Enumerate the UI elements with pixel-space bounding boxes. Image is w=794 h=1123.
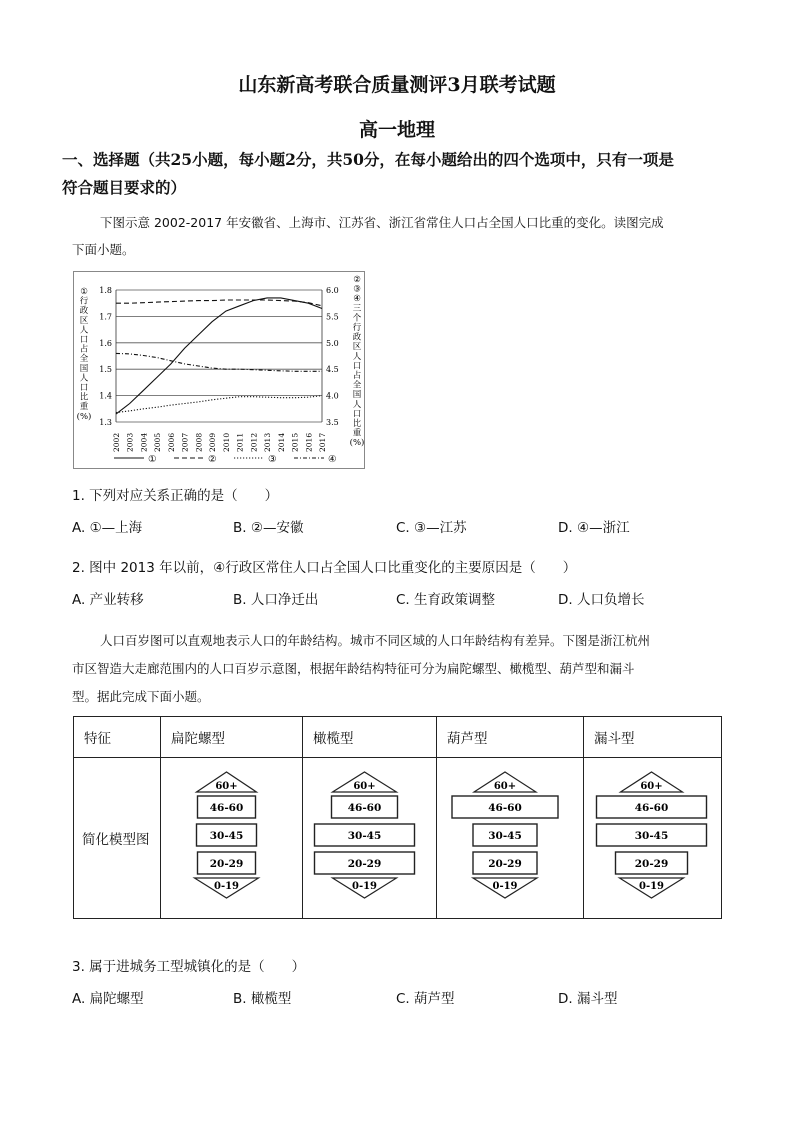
legend-label: ① bbox=[148, 454, 157, 465]
legend-label: ② bbox=[208, 454, 217, 465]
right-axis-label-char: 口 bbox=[352, 409, 362, 420]
age-label: 30-45 bbox=[347, 830, 382, 842]
q2-option-b[interactable]: B. 人口净迁出 bbox=[233, 592, 319, 608]
table-header-cell: 葫芦型 bbox=[437, 717, 584, 758]
x-tick-label: 2011 bbox=[235, 432, 245, 452]
age-label: 0-19 bbox=[351, 881, 378, 892]
series-line-2 bbox=[116, 300, 322, 306]
table-header-cell: 特征 bbox=[74, 717, 161, 758]
age-label: 30-45 bbox=[634, 830, 669, 842]
right-axis-label-char: 全 bbox=[352, 380, 362, 391]
left-tick-label: 1.3 bbox=[99, 418, 112, 427]
right-axis-label-char: 国 bbox=[352, 390, 362, 401]
model-cell-funnel bbox=[584, 758, 722, 919]
age-label: 0-19 bbox=[213, 881, 240, 892]
q2-stem: 2. 图中 2013 年以前，④行政区常住人口占全国人口比重变化的主要原因是（ ） bbox=[72, 560, 577, 576]
x-tick-label: 2009 bbox=[208, 432, 218, 452]
q1-option-d[interactable]: D. ④—浙江 bbox=[558, 520, 630, 536]
series-line-4 bbox=[116, 353, 322, 371]
right-tick-label: 3.5 bbox=[326, 418, 339, 427]
right-tick-label: 5.5 bbox=[326, 312, 339, 322]
left-axis-label-char: ① bbox=[80, 287, 88, 297]
row-label: 简化模型图 bbox=[74, 758, 161, 919]
q3-stem: 3. 属于进城务工型城镇化的是（ ） bbox=[72, 959, 306, 975]
x-tick-label: 2014 bbox=[276, 432, 286, 452]
x-tick-label: 2016 bbox=[304, 432, 314, 452]
right-axis-label-char: ② bbox=[353, 275, 361, 285]
population-share-chart bbox=[73, 271, 365, 469]
funnel-model-diagram bbox=[584, 758, 719, 914]
left-axis-label-char: 人 bbox=[79, 373, 89, 384]
right-axis-label-char: 人 bbox=[352, 351, 362, 362]
left-axis-label-char: 行 bbox=[79, 296, 89, 307]
intro2-line3: 型。据此完成下面小题。 bbox=[72, 689, 210, 704]
left-axis-label-char: 政 bbox=[79, 306, 89, 317]
age-label: 0-19 bbox=[492, 881, 518, 892]
left-tick-label: 1.4 bbox=[99, 391, 112, 401]
olive-model-diagram bbox=[303, 758, 426, 914]
age-label: 20-29 bbox=[634, 858, 669, 870]
table-header-cell: 扁陀螺型 bbox=[161, 717, 303, 758]
age-label: 46-60 bbox=[488, 802, 522, 814]
exam-title: 山东新高考联合质量测评3月联考试题 bbox=[238, 74, 556, 96]
table-header-row bbox=[74, 717, 722, 758]
x-tick-label: 2005 bbox=[153, 432, 163, 452]
age-label: 30-45 bbox=[488, 830, 522, 842]
left-tick-label: 1.6 bbox=[99, 338, 112, 348]
q2-option-d[interactable]: D. 人口负增长 bbox=[558, 592, 645, 608]
right-axis-label-char: 个 bbox=[352, 313, 362, 324]
q3-option-a[interactable]: A. 扁陀螺型 bbox=[72, 991, 144, 1007]
age-label: 46-60 bbox=[347, 802, 382, 814]
left-axis-label-char: 比 bbox=[79, 392, 89, 403]
age-label: 0-19 bbox=[638, 881, 665, 892]
age-label: 20-29 bbox=[209, 858, 244, 870]
q1-option-a[interactable]: A. ①—上海 bbox=[72, 520, 143, 536]
x-tick-label: 2007 bbox=[180, 432, 190, 452]
intro-paragraph-1 bbox=[72, 209, 728, 263]
x-tick-label: 2015 bbox=[290, 432, 300, 452]
right-axis-label-char: 比 bbox=[352, 419, 362, 429]
model-cell-olive bbox=[303, 758, 437, 919]
left-axis-label-char: 人 bbox=[79, 325, 89, 336]
age-label: 46-60 bbox=[634, 802, 669, 814]
right-tick-label: 4.0 bbox=[326, 391, 339, 401]
age-label: 30-45 bbox=[209, 830, 244, 842]
left-tick-label: 1.8 bbox=[99, 286, 112, 295]
right-tick-label: 4.5 bbox=[326, 365, 339, 375]
q3-option-b[interactable]: B. 橄榄型 bbox=[233, 991, 292, 1007]
model-cell-gourd bbox=[437, 758, 584, 919]
right-axis-label-char: 政 bbox=[352, 332, 362, 343]
table-header-cell: 橄榄型 bbox=[303, 717, 437, 758]
left-axis-label-char: 国 bbox=[79, 363, 89, 374]
left-tick-label: 1.5 bbox=[99, 365, 112, 375]
right-axis-label-char: 口 bbox=[352, 361, 362, 372]
q1-option-b[interactable]: B. ②—安徽 bbox=[233, 520, 304, 536]
right-axis-label-char: 区 bbox=[352, 342, 362, 353]
series-line-1 bbox=[116, 298, 322, 414]
age-label: 60+ bbox=[640, 781, 663, 792]
age-label: 46-60 bbox=[209, 802, 244, 814]
model-cell-flat-top bbox=[161, 758, 303, 919]
section-heading-line1: 一、选择题（共25小题，每小题2分，共50分，在每小题给出的四个选项中，只有一项是 bbox=[62, 150, 674, 169]
exam-subject: 高一地理 bbox=[358, 119, 435, 141]
x-tick-label: 2002 bbox=[112, 432, 121, 452]
series-line-3 bbox=[116, 396, 322, 413]
left-axis-label-char: 重 bbox=[79, 402, 89, 413]
intro1-line1: 下图示意 2002-2017 年安徽省、上海市、江苏省、浙江省常住人口占全国人口比重的变化。读图完成 bbox=[100, 215, 664, 230]
right-axis-label-char: ④ bbox=[353, 294, 361, 305]
left-tick-label: 1.7 bbox=[99, 312, 112, 322]
q3-option-d[interactable]: D. 漏斗型 bbox=[558, 991, 618, 1007]
age-label: 60+ bbox=[353, 781, 376, 792]
age-label: 60+ bbox=[493, 781, 517, 792]
section-heading bbox=[62, 146, 730, 202]
left-axis-label-char: (%) bbox=[76, 411, 92, 422]
x-tick-label: 2012 bbox=[249, 432, 259, 452]
legend-label: ④ bbox=[328, 454, 337, 465]
q3-option-c[interactable]: C. 葫芦型 bbox=[396, 991, 455, 1007]
right-axis-label-char: 三 bbox=[352, 303, 362, 314]
right-axis-label-char: ③ bbox=[353, 284, 361, 295]
gourd-model-diagram bbox=[437, 758, 573, 914]
chart-svg bbox=[74, 272, 364, 468]
intro-paragraph-2 bbox=[72, 627, 728, 711]
right-tick-label: 6.0 bbox=[326, 286, 339, 295]
right-axis-label-char: 行 bbox=[352, 323, 362, 333]
intro2-line2: 市区智造大走廊范围内的人口百岁示意图，根据年龄结构特征可分为扁陀螺型、橄榄型、葫芦型和漏斗 bbox=[72, 661, 635, 676]
right-axis-label-char: 人 bbox=[352, 399, 362, 410]
intro2-line1: 人口百岁图可以直观地表示人口的年龄结构。城市不同区域的人口年龄结构有差异。下图是浙江杭州 bbox=[100, 633, 651, 648]
right-axis-label-char: 占 bbox=[352, 371, 362, 381]
q2-option-c[interactable]: C. 生育政策调整 bbox=[396, 592, 496, 608]
left-axis-label-char: 全 bbox=[79, 354, 89, 365]
age-label: 20-29 bbox=[347, 858, 382, 870]
table-header-cell: 漏斗型 bbox=[584, 717, 722, 758]
x-tick-label: 2010 bbox=[221, 432, 231, 452]
q1-stem: 1. 下列对应关系正确的是（ ） bbox=[72, 488, 279, 504]
legend-label: ③ bbox=[268, 454, 277, 465]
right-tick-label: 5.0 bbox=[326, 338, 339, 348]
x-tick-label: 2004 bbox=[139, 432, 149, 452]
intro1-line2: 下面小题。 bbox=[72, 242, 135, 257]
x-tick-label: 2017 bbox=[318, 432, 327, 452]
age-label: 20-29 bbox=[488, 858, 522, 870]
left-axis-label-char: 占 bbox=[79, 344, 89, 355]
section-heading-line2: 符合题目要求的） bbox=[62, 178, 187, 197]
q1-option-c[interactable]: C. ③—江苏 bbox=[396, 520, 467, 536]
left-axis-label-char: 口 bbox=[79, 335, 89, 345]
x-tick-label: 2003 bbox=[125, 432, 135, 452]
left-axis-label-char: 口 bbox=[79, 383, 89, 393]
x-tick-label: 2013 bbox=[263, 432, 273, 452]
right-axis-label-char: 重 bbox=[352, 428, 362, 439]
flat-top-model-diagram bbox=[161, 758, 292, 914]
population-model-table bbox=[73, 716, 722, 919]
left-axis-label-char: 区 bbox=[79, 315, 89, 326]
table-row bbox=[74, 758, 722, 919]
x-tick-label: 2008 bbox=[194, 432, 204, 452]
x-tick-label: 2006 bbox=[166, 432, 176, 452]
right-axis-label-char: (%) bbox=[349, 438, 364, 449]
age-label: 60+ bbox=[215, 781, 238, 792]
q2-option-a[interactable]: A. 产业转移 bbox=[72, 592, 144, 608]
